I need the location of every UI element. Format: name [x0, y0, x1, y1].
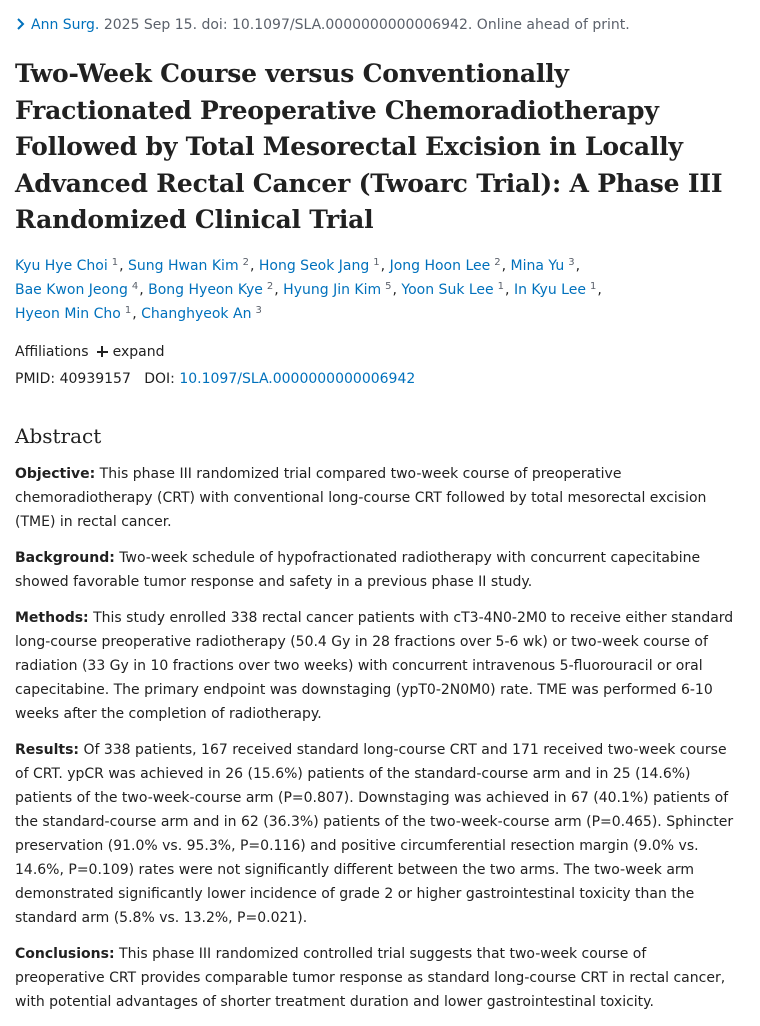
section-text: This phase III randomized trial compared two-week course of preoperative chemoradiotherapy (CRT) with conventional long-course CRT followed by total mesorectal excision (TME) in rectal cancer. [15, 466, 707, 530]
expand-label: expand [112, 344, 165, 360]
author-link[interactable]: Hyung Jin Kim [283, 282, 382, 298]
section-text: This phase III randomized controlled trial suggests that two-week course of preoperative CRT provides comparable tumor response as standard long-course CRT in rectal cancer, with potential advantages of shorter treatment duration and lower gastrointestinal toxicity. [15, 946, 726, 1010]
abstract-body [15, 462, 737, 1026]
affiliation-ref[interactable]: 1 [373, 257, 380, 268]
affiliation-ref[interactable]: 2 [494, 257, 501, 268]
pmid-value: 40939157 [59, 371, 131, 387]
abstract-background [15, 546, 737, 594]
section-label: Objective: [15, 466, 96, 482]
pmid-label: PMID: [15, 371, 56, 387]
section-label: Background: [15, 550, 115, 566]
chevron-right-icon[interactable] [15, 17, 27, 31]
section-text: This study enrolled 338 rectal cancer patients with cT3-4N0-2M0 to receive either standard long-course preoperative radiotherapy (50.4 Gy in 28 fractions over 5-6 wk) or two-week course of radiation (33 Gy in 10 fractions over two weeks) with concurrent intravenous 5-fluorouracil or oral capecitabine. The primary endpoint was downstaging (ypT0-2N0M0) rate. TME was performed 6-10 weeks after the completion of radiotherapy. [15, 610, 734, 722]
abstract-objective [15, 462, 737, 534]
abstract-heading: Abstract [15, 424, 102, 448]
affiliation-ref[interactable]: 3 [255, 305, 262, 316]
affiliations-label: Affiliations [15, 344, 89, 360]
affiliation-ref[interactable]: 3 [568, 257, 575, 268]
affiliation-ref[interactable]: 4 [131, 281, 139, 292]
affiliation-ref[interactable]: 1 [497, 281, 505, 292]
abstract-results [15, 738, 737, 930]
author-link[interactable]: Changhyeok An [141, 306, 252, 322]
author-link[interactable]: Mina Yu [510, 258, 565, 274]
author-link[interactable]: Hyeon Min Cho [15, 306, 121, 322]
section-text: Two-week schedule of hypofractionated radiotherapy with concurrent capecitabine showed favorable tumor response and safety in a previous phase II study. [15, 550, 701, 590]
affiliation-ref[interactable]: 1 [124, 305, 132, 316]
abstract-conclusions [15, 942, 737, 1014]
author-link[interactable]: Bae Kwon Jeong [15, 282, 128, 298]
affiliation-ref[interactable]: 2 [266, 281, 274, 292]
section-label: Results: [15, 742, 79, 758]
doi-label: DOI: [144, 371, 175, 387]
affiliation-ref[interactable]: 2 [242, 257, 249, 268]
abstract-methods [15, 606, 737, 726]
section-label: Methods: [15, 610, 89, 626]
author-link[interactable]: Yoon Suk Lee [401, 282, 494, 298]
author-link[interactable]: Jong Hoon Lee [389, 258, 491, 274]
affiliation-ref[interactable]: 5 [385, 281, 392, 292]
journal-link[interactable]: Ann Surg. [31, 17, 100, 33]
author-link[interactable]: Bong Hyeon Kye [148, 282, 263, 298]
article-title: Two-Week Course versus Conventionally Fractionated Preoperative Chemoradiotherapy Followed by Total Mesorectal Excision in Locally Advanced Rectal Cancer (Twoarc Trial): A Phase III Randomized Clinical Trial [15, 59, 723, 234]
affiliations-toggle[interactable] [15, 341, 164, 363]
section-text: Of 338 patients, 167 received standard long-course CRT and 171 received two-week course of CRT. ypCR was achieved in 26 (15.6%) patients of the standard-course arm and in 25 (14.6%) patients of the two-week-course arm (P=0.807). Downstaging was achieved in 67 (40.1%) patients of the standard-course arm and in 62 (36.3%) patients of the two-week-course arm (P=0.465). Sphincter preservation (91.0% vs. 95.3%, P=0.116) and positive circumferential resection margin (9.0% vs. 14.6%, P=0.109) rates were not significantly different between the two arms. The two-week arm demonstrated significantly lower incidence of grade 2 or higher gastrointestinal toxicity than the standard arm (5.8% vs. 13.2%, P=0.021). [15, 742, 734, 926]
citation-details: 2025 Sep 15. doi: 10.1097/SLA.0000000000006942. Online ahead of print. [99, 17, 630, 33]
author-link[interactable]: Sung Hwan Kim [128, 258, 239, 274]
author-link[interactable]: In Kyu Lee [513, 282, 586, 298]
author-link[interactable]: Kyu Hye Choi [15, 258, 108, 274]
section-label: Conclusions: [15, 946, 115, 962]
doi-link[interactable]: 10.1097/SLA.0000000000006942 [179, 371, 416, 387]
affiliation-ref[interactable]: 1 [111, 257, 119, 268]
citation-line [15, 15, 750, 35]
author-link[interactable]: Hong Seok Jang [258, 258, 370, 274]
author-list: Kyu Hye Choi $^1$, Sung Hwan Kim $^2$, Hong Seok Jang $^1$, Jong Hoon Lee $^2$, Mina Yu $^3$, Bae Kwon Jeong $^4$, Bong Hyeon Kye $^2$, Hyung Jin Kim $^5$, Yoon Suk Lee $^1$, In Kyu Lee $^1$, Hyeon Min Cho $^1$, Changhyeok An $^3$ [15, 257, 602, 322]
identifiers [15, 368, 415, 390]
plus-icon [97, 346, 108, 357]
affiliation-ref[interactable]: 1 [589, 281, 597, 292]
